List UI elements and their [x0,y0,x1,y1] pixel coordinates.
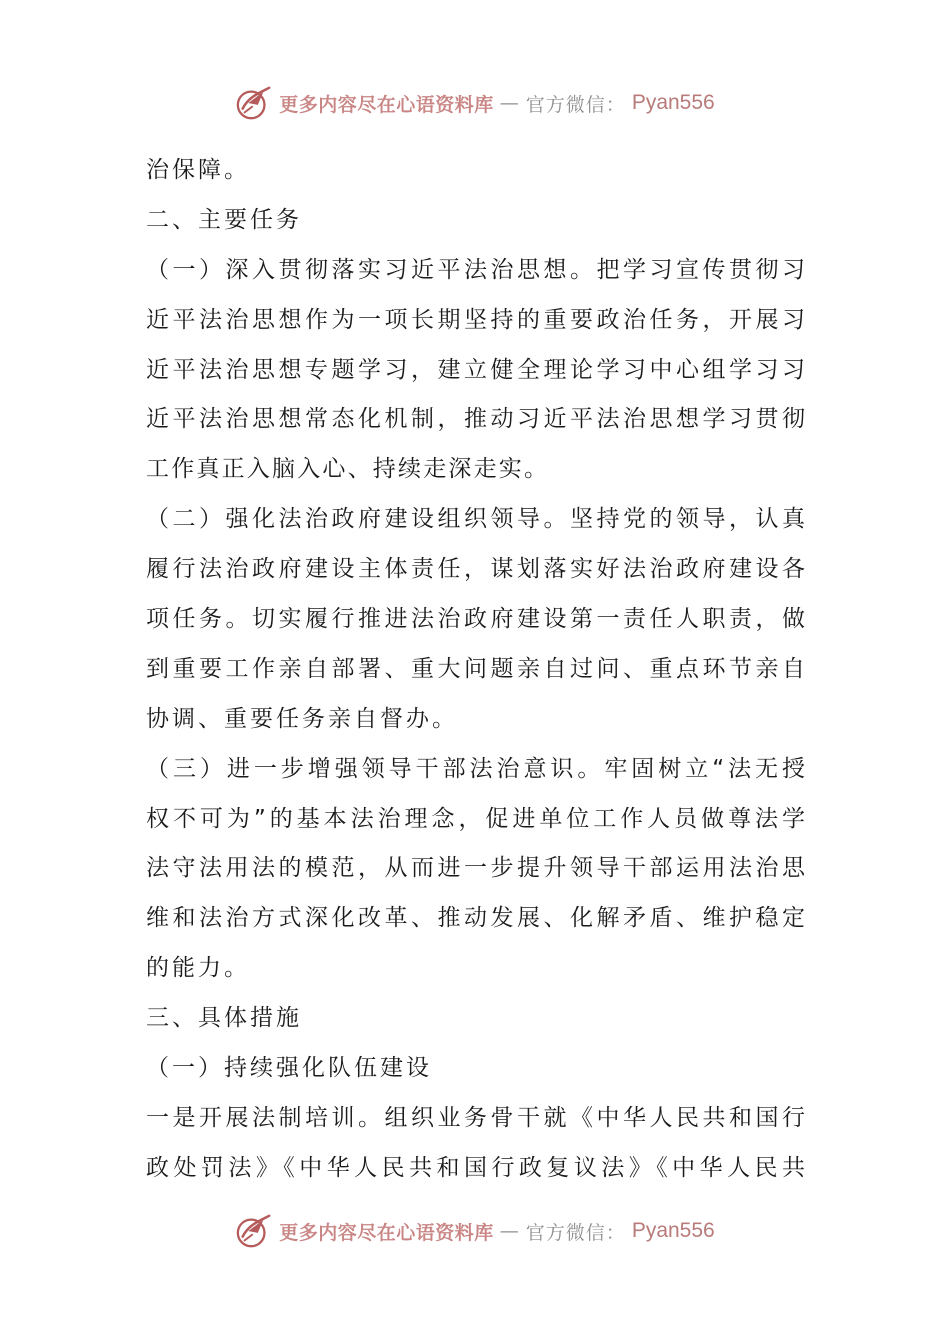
text-line: 政处罚法》《中华人民共和国行政复议法》《中华人民共 [146,1154,805,1181]
text-line: 近平法治思想专题学习，建立健全理论学习中心组学习习 [146,356,805,383]
text-line: （一）持续强化队伍建设 [146,1055,432,1082]
watermark-wechat-id: Pyan556 [631,91,715,114]
text-line: 协调、重要任务亲自督办。 [146,705,458,732]
document-body [146,146,805,1194]
watermark-main-text: 更多内容尽在心语资料库 [279,93,494,116]
text-line: 项任务。切实履行推进法治政府建设第一责任人职责，做 [146,606,805,633]
watermark-official-label: 官方微信： [525,1221,626,1244]
watermark-official-label: 官方微信： [525,93,626,116]
watermark-dash: — [499,92,520,114]
text-line: （三）进一步增强领导干部法治意识。牢固树立“法无授 [146,755,805,782]
text-line: （一）深入贯彻落实习近平法治思想。把学习宣传贯彻习 [146,256,805,283]
text-line: 三、具体措施 [146,1005,302,1032]
watermark-header [0,83,950,123]
text-line: 的能力。 [146,955,250,982]
text-line: 工作真正入脑入心、持续走深走实。 [146,456,550,483]
watermark-footer [0,1211,950,1251]
text-line: 治保障。 [146,157,250,183]
text-line: 到重要工作亲自部署、重大问题亲自过问、重点环节亲自 [146,655,805,682]
watermark-wechat-id: Pyan556 [631,1219,715,1242]
watermark-dash: — [499,1220,520,1242]
text-line: 二、主要任务 [146,206,302,233]
watermark-main-text: 更多内容尽在心语资料库 [279,1221,494,1244]
pen-logo-icon [235,1212,273,1250]
text-line: 一是开展法制培训。组织业务骨干就《中华人民共和国行 [146,1104,805,1131]
text-line: 权不可为”的基本法治理念，促进单位工作人员做尊法学 [146,805,805,832]
text-line: 法守法用法的模范，从而进一步提升领导干部运用法治思 [146,855,805,882]
text-line: 履行法治政府建设主体责任，谋划落实好法治政府建设各 [146,556,805,583]
text-line: 近平法治思想常态化机制，推动习近平法治思想学习贯彻 [146,406,805,433]
text-line: 近平法治思想作为一项长期坚持的重要政治任务，开展习 [146,306,805,333]
text-line: （二）强化法治政府建设组织领导。坚持党的领导，认真 [146,506,805,533]
text-line: 维和法治方式深化改革、推动发展、化解矛盾、维护稳定 [146,905,805,932]
pen-logo-icon [235,84,273,122]
